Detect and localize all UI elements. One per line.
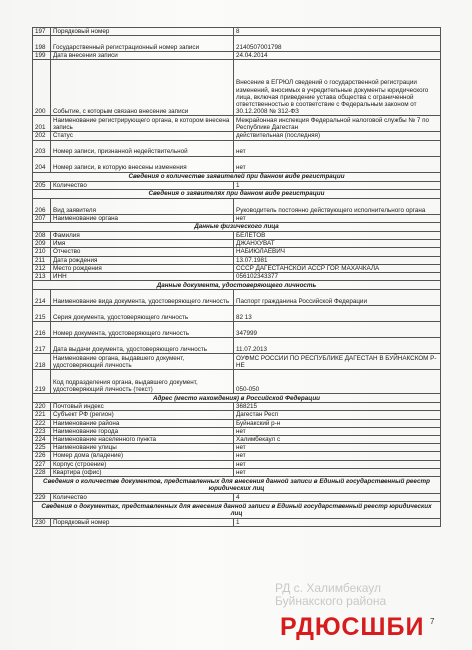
row-label: Фамилия: [51, 232, 234, 240]
table-row: [33, 232, 441, 240]
table-row: [33, 140, 441, 156]
table-row: [33, 436, 441, 444]
section-title: Сведения о количестве документов, представленных для внесения данной записи в Единый государственный реестр юридических лиц: [33, 477, 441, 494]
row-number: 220: [33, 403, 51, 411]
table-row: [33, 452, 441, 460]
row-value: 056102343377: [234, 273, 441, 281]
row-value: нет: [234, 452, 441, 460]
row-value: нет: [234, 444, 441, 452]
stamp-big-text: РДЮСШБИ: [280, 613, 425, 641]
table-row: [33, 156, 441, 172]
row-label: Государственный регистрационный номер записи: [51, 36, 234, 52]
row-label: Номер записи, в которую внесены изменения: [51, 156, 234, 172]
row-label: Дата выдачи документа, удостоверяющего личность: [51, 338, 234, 354]
section-title: Сведения о заявителях при данном виде регистрации: [33, 189, 441, 198]
row-number: 227: [33, 460, 51, 468]
table-row: [33, 419, 441, 427]
table-row: [33, 116, 441, 132]
table-row: [33, 444, 441, 452]
table-row: [33, 198, 441, 214]
row-value: нет: [234, 427, 441, 435]
section-header-row: [33, 477, 441, 494]
row-label: Почтовый индекс: [51, 403, 234, 411]
row-number: 213: [33, 273, 51, 281]
row-number: 207: [33, 214, 51, 222]
section-title: Данные документа, удостоверяющего личность: [33, 281, 441, 290]
row-number: 224: [33, 436, 51, 444]
section-header-row: [33, 189, 441, 198]
row-label: Имя: [51, 240, 234, 248]
row-number: 221: [33, 411, 51, 419]
row-label: Наименование органа, выдавшего документ, удостоверяющий личность: [51, 354, 234, 370]
row-label: Квартира (офис): [51, 468, 234, 476]
row-label: ИНН: [51, 273, 234, 281]
row-number: 210: [33, 248, 51, 256]
table-row: [33, 468, 441, 476]
row-label: Наименование улицы: [51, 444, 234, 452]
row-value: БЕЛЕТОВ: [234, 232, 441, 240]
row-label: Место рождения: [51, 264, 234, 272]
table-row: [33, 28, 441, 36]
row-value: 2140507001798: [234, 36, 441, 52]
row-value: 13.07.1981: [234, 256, 441, 264]
row-value: Халимбекаул с: [234, 436, 441, 444]
row-label: Наименование района: [51, 419, 234, 427]
table-row: [33, 132, 441, 140]
table-row: [33, 411, 441, 419]
section-header-row: [33, 394, 441, 403]
row-value: нет: [234, 214, 441, 222]
row-label: Наименование органа: [51, 214, 234, 222]
section-title: Адрес (место нахождения) в Российской Федерации: [33, 394, 441, 403]
row-label: Корпус (строение): [51, 460, 234, 468]
table-row: [33, 248, 441, 256]
row-number: 209: [33, 240, 51, 248]
row-value: НАБИЮЛАЕВИЧ: [234, 248, 441, 256]
registry-table-body: [33, 28, 441, 527]
row-label: Номер документа, удостоверяющего личность: [51, 322, 234, 338]
row-label: Наименование населенного пункта: [51, 436, 234, 444]
row-value: нет: [234, 156, 441, 172]
row-number: 230: [33, 519, 51, 527]
table-row: [33, 214, 441, 222]
row-value: 347999: [234, 322, 441, 338]
row-label: Номер записи, признанной недействительной: [51, 140, 234, 156]
section-title: Данные физического лица: [33, 223, 441, 232]
stamp-line-1: РД с. Халимбекаул: [275, 581, 382, 595]
row-value: ОУФМС РОССИИ ПО РЕСПУБЛИКЕ ДАГЕСТАН В БУЙНАКСКОМ Р-НЕ: [234, 354, 441, 370]
table-row: [33, 273, 441, 281]
row-number: 205: [33, 181, 51, 189]
row-number: 215: [33, 306, 51, 322]
section-header-row: [33, 281, 441, 290]
row-label: Порядковый номер: [51, 28, 234, 36]
row-number: 216: [33, 322, 51, 338]
row-number: 206: [33, 198, 51, 214]
table-row: [33, 403, 441, 411]
table-row: [33, 322, 441, 338]
row-value: ДЖАНХУВАТ: [234, 240, 441, 248]
row-label: Статус: [51, 132, 234, 140]
row-value: Внесение в ЕГРЮЛ сведений о государственной регистрации изменений, вносимых в учредительные документы юридического лица, включая приведение устава общества с ограниченной ответственностью в соответствие с Федеральным законом от 30.12.2008 № 312-ФЗ: [234, 60, 441, 116]
section-title: Сведения о количестве заявителей при данном виде регистрации: [33, 172, 441, 181]
row-value: действительная (последняя): [234, 132, 441, 140]
row-label: Номер дома (владение): [51, 452, 234, 460]
row-label: Количество: [51, 181, 234, 189]
row-value: 8: [234, 28, 441, 36]
row-value: Буйнакский р-н: [234, 419, 441, 427]
row-label: Порядковый номер: [51, 519, 234, 527]
table-row: [33, 494, 441, 502]
table-row: [33, 460, 441, 468]
row-label: Дата внесения записи: [51, 52, 234, 60]
row-number: 199: [33, 52, 51, 60]
table-row: [33, 370, 441, 394]
row-number: 197: [33, 28, 51, 36]
section-title: Сведения о документах, представленных для внесения данной записи в Единый государственный реестр юридических лиц: [33, 502, 441, 519]
row-number: 202: [33, 132, 51, 140]
row-label: Дата рождения: [51, 256, 234, 264]
row-number: 214: [33, 290, 51, 306]
row-number: 229: [33, 494, 51, 502]
table-row: [33, 256, 441, 264]
table-row: [33, 290, 441, 306]
table-row: [33, 60, 441, 116]
row-number: 201: [33, 116, 51, 132]
row-label: Наименование города: [51, 427, 234, 435]
row-number: 218: [33, 354, 51, 370]
table-row: [33, 36, 441, 52]
row-value: Паспорт гражданина Российской Федерации: [234, 290, 441, 306]
row-number: 217: [33, 338, 51, 354]
row-label: Событие, с которым связано внесение записи: [51, 60, 234, 116]
table-row: [33, 52, 441, 60]
row-number: 226: [33, 452, 51, 460]
row-label: Отчество: [51, 248, 234, 256]
table-row: [33, 306, 441, 322]
table-row: [33, 427, 441, 435]
row-value: СССР ДАГЕСТАНСКОЙ АССР ГОР. МАХАЧКАЛА: [234, 264, 441, 272]
row-value: 4: [234, 494, 441, 502]
row-number: 228: [33, 468, 51, 476]
row-value: 1: [234, 181, 441, 189]
table-row: [33, 264, 441, 272]
page-number: 7: [430, 617, 435, 626]
row-label: Субъект РФ (регион): [51, 411, 234, 419]
row-label: Количество: [51, 494, 234, 502]
row-value: 1: [234, 519, 441, 527]
row-number: 211: [33, 256, 51, 264]
row-value: Межрайонная инспекция Федеральной налоговой службы № 7 по Республике Дагестан: [234, 116, 441, 132]
table-row: [33, 519, 441, 527]
row-value: нет: [234, 468, 441, 476]
row-label: Наименование вида документа, удостоверяющего личность: [51, 290, 234, 306]
section-header-row: [33, 502, 441, 519]
row-number: 200: [33, 60, 51, 116]
row-value: 24.04.2014: [234, 52, 441, 60]
row-number: 222: [33, 419, 51, 427]
row-label: Серия документа, удостоверяющего личность: [51, 306, 234, 322]
row-label: Код подразделения органа, выдавшего документ, удостоверяющий личность (текст): [51, 370, 234, 394]
row-value: Дагестан Респ: [234, 411, 441, 419]
row-value: нет: [234, 140, 441, 156]
stamp-line-2: Буйнакского района: [275, 594, 387, 608]
row-value: 11.07.2013: [234, 338, 441, 354]
row-number: 212: [33, 264, 51, 272]
table-row: [33, 240, 441, 248]
row-number: 225: [33, 444, 51, 452]
section-header-row: [33, 223, 441, 232]
stamp-watermark: [275, 582, 435, 608]
row-value: 368215: [234, 403, 441, 411]
row-label: Вид заявителя: [51, 198, 234, 214]
registry-table: [32, 27, 441, 527]
table-row: [33, 354, 441, 370]
row-value: Руководитель постоянно действующего исполнительного органа: [234, 198, 441, 214]
row-number: 203: [33, 140, 51, 156]
table-row: [33, 338, 441, 354]
row-number: 219: [33, 370, 51, 394]
row-number: 208: [33, 232, 51, 240]
row-value: 82 13: [234, 306, 441, 322]
row-number: 204: [33, 156, 51, 172]
row-label: Наименование регистрирующего органа, в котором внесена запись: [51, 116, 234, 132]
row-value: 050-050: [234, 370, 441, 394]
row-number: 198: [33, 36, 51, 52]
table-row: [33, 181, 441, 189]
row-value: нет: [234, 460, 441, 468]
section-header-row: [33, 172, 441, 181]
row-number: 223: [33, 427, 51, 435]
